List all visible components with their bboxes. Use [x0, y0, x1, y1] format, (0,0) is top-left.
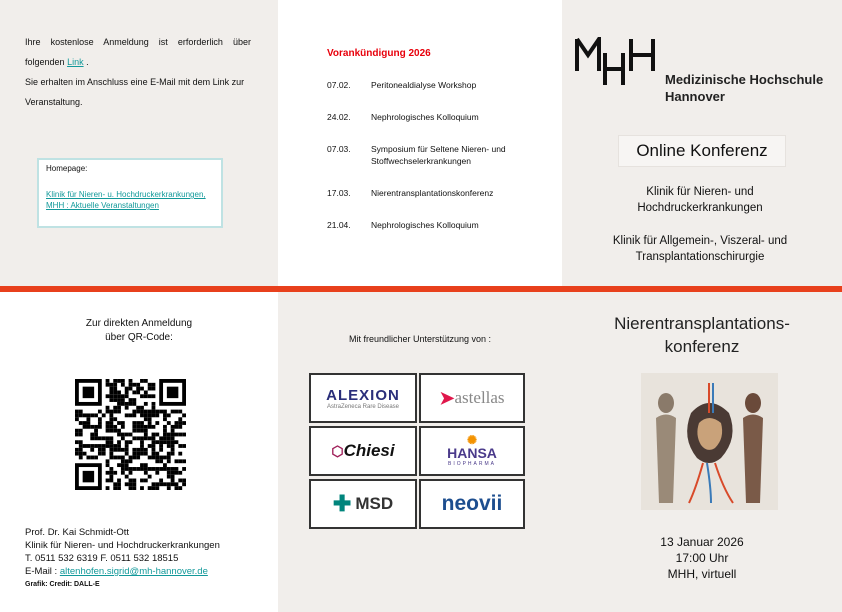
registration-link[interactable]: Link — [67, 57, 84, 67]
sponsor-logos — [309, 373, 525, 529]
alexion-text: ALEXION — [326, 386, 400, 404]
schedule-title: Vorankündigung 2026 — [327, 48, 431, 59]
schedule-event: Nephrologisches Kolloquium — [371, 220, 479, 230]
msd-icon: ✚ — [332, 491, 352, 516]
kidney-artwork — [641, 373, 778, 510]
title-2: konferenz — [664, 337, 740, 356]
punct: . — [86, 57, 89, 67]
logo-chiesi — [309, 426, 417, 476]
contact-clinic: Klinik für Nieren- und Hochdruckerkrankungen — [25, 540, 220, 551]
conference-date: 13 Januar 2026 — [660, 535, 744, 549]
conference-time: 17:00 Uhr — [675, 551, 729, 565]
qr-code[interactable] — [75, 379, 186, 490]
schedule-item — [327, 111, 521, 123]
neovii-text: neovii — [441, 492, 503, 515]
homepage-label: Homepage: — [46, 164, 88, 173]
logo-hansa — [419, 426, 525, 476]
homepage-link[interactable]: Klinik für Nieren- u. Hochdruckerkrankungen, MHH : Aktuelle Veranstaltungen — [46, 190, 206, 210]
clinic-1: Klinik für Nieren- und Hochdruckerkrankungen — [637, 186, 763, 214]
mhh-name-2: Hannover — [665, 89, 725, 104]
msd-text: MSD — [355, 494, 394, 513]
sponsors-label: Mit freundlicher Unterstützung von : — [348, 334, 492, 344]
schedule-date: 07.03. — [327, 144, 351, 154]
mhh-name — [665, 71, 823, 105]
schedule-event: Nephrologisches Kolloquium — [371, 112, 479, 122]
registration-text — [25, 32, 251, 112]
schedule-item — [327, 219, 521, 231]
schedule-event: Nierentransplantationskonferenz — [371, 188, 494, 198]
conference-title — [562, 312, 842, 358]
qr-label-1: Zur direkten Anmeldung — [85, 318, 193, 329]
logo-neovii — [419, 479, 525, 529]
schedule-item — [327, 79, 521, 91]
alexion-sub: AstraZeneca Rare Disease — [326, 403, 400, 410]
email-label: E-Mail : — [25, 566, 58, 577]
mhh-logo — [575, 37, 659, 87]
conference-details — [562, 534, 842, 582]
hansa-sun-icon: ✺ — [466, 433, 478, 447]
hansa-sub: BIOPHARMA — [447, 461, 496, 467]
schedule — [327, 48, 521, 251]
online-conference-badge: Online Konferenz — [618, 135, 786, 167]
schedule-event: Symposium für Seltene Nieren- und Stoffwechselerkrankungen — [371, 144, 506, 166]
contact-phone: T. 0511 532 6319 F. 0511 532 18515 — [25, 553, 179, 564]
schedule-item — [327, 143, 521, 167]
astellas-text: astellas — [454, 388, 505, 407]
homepage-box — [37, 158, 223, 228]
chiesi-icon: ⬡ — [331, 442, 344, 459]
chiesi-text: Chiesi — [343, 441, 395, 460]
title-1: Nierentransplantations- — [614, 314, 790, 333]
qr-label-2: über QR-Code: — [105, 332, 173, 343]
image-credit: Grafik: Credit: DALL-E — [25, 581, 100, 588]
divider-bar — [0, 286, 842, 292]
qr-label — [0, 317, 278, 345]
contact-name: Prof. Dr. Kai Schmidt-Ott — [25, 527, 129, 538]
logo-alexion — [309, 373, 417, 423]
astellas-star-icon: ➤ — [439, 387, 455, 408]
schedule-event: Peritonealdialyse Workshop — [371, 80, 477, 90]
conference-location: MHH, virtuell — [667, 567, 737, 581]
hansa-text: HANSA — [447, 445, 497, 461]
schedule-date: 17.03. — [327, 188, 351, 198]
logo-msd — [309, 479, 417, 529]
schedule-item — [327, 187, 521, 199]
contact-info — [25, 526, 220, 591]
registration-info: Sie erhalten im Anschluss eine E-Mail mit dem Link zur Veranstaltung. — [25, 77, 245, 107]
schedule-date: 07.02. — [327, 80, 351, 90]
clinic-2: Klinik für Allgemein-, Viszeral- und Transplantationschirurgie — [612, 235, 788, 263]
registration-line: Ihre kostenlose Anmeldung ist erforderlich über folgenden — [25, 37, 251, 67]
logo-astellas — [419, 373, 525, 423]
mhh-name-1: Medizinische Hochschule — [665, 72, 824, 87]
email-link[interactable]: altenhofen.sigrid@mh-hannover.de — [59, 566, 208, 577]
schedule-date: 24.02. — [327, 112, 351, 122]
schedule-date: 21.04. — [327, 220, 351, 230]
